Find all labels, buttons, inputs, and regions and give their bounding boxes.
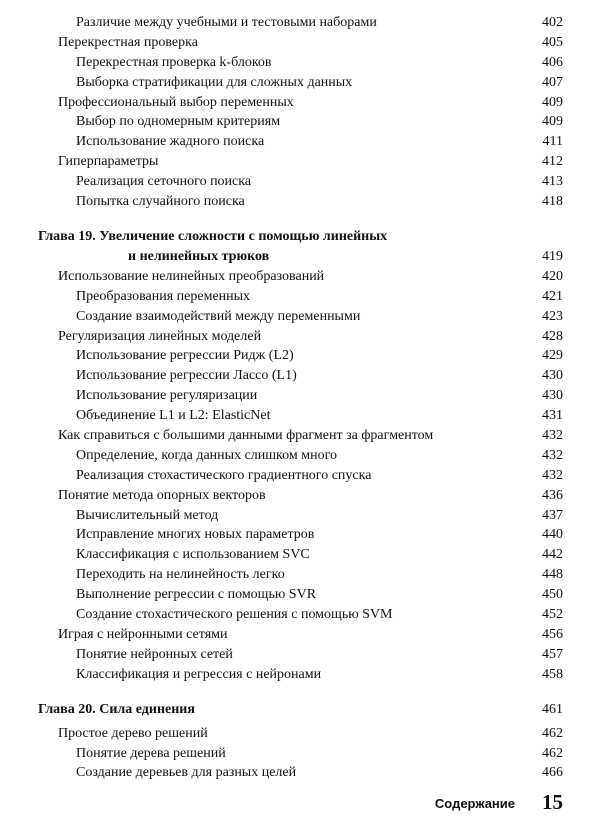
toc-entry-title: Использование жадного поиска xyxy=(76,134,265,150)
toc-entry-title: Исправление многих новых параметров xyxy=(76,527,315,543)
toc-entry-title: Понятие дерева решений xyxy=(76,745,226,761)
toc-section-entry[interactable] xyxy=(0,625,600,645)
toc-subsection-entry[interactable] xyxy=(0,446,600,466)
toc-entry-title: Использование регрессии Ридж (L2) xyxy=(76,348,294,364)
chapter-20-heading[interactable] xyxy=(0,700,600,724)
spacer xyxy=(0,212,600,227)
chapter-19-title-line1: Глава 19. Увеличение сложности с помощью линейных xyxy=(38,228,388,244)
toc-entry-title: Классификация с использованием SVC xyxy=(76,547,310,563)
toc-entry-page: 411 xyxy=(542,134,563,150)
toc-entry-page: 442 xyxy=(542,547,563,563)
toc-entry-title: Создание стохастического решения с помощью SVM xyxy=(76,607,393,623)
toc-entry-title: Использование регуляризации xyxy=(76,388,258,404)
toc-entry-title: Выборка стратификации для сложных данных xyxy=(76,74,353,90)
toc-entry-page: 431 xyxy=(542,408,563,424)
toc-entry-title: Гиперпараметры xyxy=(58,154,159,170)
toc-entry-page: 457 xyxy=(542,646,563,662)
toc-entry-title: Различие между учебными и тестовыми наборами xyxy=(76,15,377,30)
toc-entry-title: Выполнение регрессии с помощью SVR xyxy=(76,587,317,603)
toc-section-entry[interactable] xyxy=(0,486,600,506)
toc-section-entry[interactable] xyxy=(0,267,600,287)
toc-subsection-entry[interactable] xyxy=(0,307,600,327)
toc-subsection-entry[interactable] xyxy=(0,112,600,132)
toc-subsection-entry[interactable] xyxy=(0,13,600,33)
toc-entry-title: Объединение L1 и L2: ElasticNet xyxy=(76,408,271,424)
toc-entry-page: 440 xyxy=(542,527,563,543)
toc-subsection-entry[interactable] xyxy=(0,287,600,307)
toc-entry-page: 432 xyxy=(542,447,563,463)
toc-entry-title: Реализация сеточного поиска xyxy=(76,174,252,190)
page-footer xyxy=(0,790,600,820)
toc-entry-page: 432 xyxy=(542,428,563,444)
toc-subsection-entry[interactable] xyxy=(0,192,600,212)
toc-entry-page: 418 xyxy=(542,194,563,210)
toc-block-chapter18-tail xyxy=(0,13,600,212)
toc-entry-page: 437 xyxy=(542,507,563,523)
toc-subsection-entry[interactable] xyxy=(0,132,600,152)
chapter-19-title-line2: и нелинейных трюков xyxy=(128,248,270,264)
toc-entry-title: Преобразования переменных xyxy=(76,288,251,304)
toc-subsection-entry[interactable] xyxy=(0,565,600,585)
toc-entry-title: Создание деревьев для разных целей xyxy=(76,765,297,781)
toc-entry-page: 412 xyxy=(542,154,563,170)
toc-entry-title: Понятие метода опорных векторов xyxy=(58,487,266,503)
toc-entry-title: Использование нелинейных преобразований xyxy=(58,268,325,284)
toc-section-entry[interactable] xyxy=(0,33,600,53)
toc-entry-page: 420 xyxy=(542,268,563,284)
chapter-19-page: 419 xyxy=(542,248,563,264)
toc-entry-title: Профессиональный выбор переменных xyxy=(58,94,294,110)
toc-section-entry[interactable] xyxy=(0,724,600,744)
toc-entry-title: Создание взаимодействий между переменными xyxy=(76,308,361,324)
toc-entry-title: Перекрестная проверка k-блоков xyxy=(76,54,272,70)
toc-entry-page: 448 xyxy=(542,567,563,583)
toc-entry-title: Выбор по одномерным критериям xyxy=(76,114,281,130)
toc-entry-title: Простое дерево решений xyxy=(58,725,208,741)
toc-entry-title: Играя с нейронными сетями xyxy=(58,626,228,642)
toc-subsection-entry[interactable] xyxy=(0,406,600,426)
toc-entry-page: 409 xyxy=(542,94,563,110)
toc-section-entry[interactable] xyxy=(0,93,600,113)
toc-entry-page: 405 xyxy=(542,34,563,50)
toc-entry-page: 429 xyxy=(542,348,563,364)
spacer xyxy=(0,685,600,700)
toc-entry-title: Реализация стохастического градиентного спуска xyxy=(76,467,372,483)
toc-entry-title: Классификация и регрессия с нейронами xyxy=(76,666,322,682)
toc-subsection-entry[interactable] xyxy=(0,346,600,366)
toc-entry-page: 430 xyxy=(542,388,563,404)
toc-entry-title: Определение, когда данных слишком много xyxy=(76,447,337,463)
toc-entry-page: 450 xyxy=(542,587,563,603)
toc-entry-page: 413 xyxy=(542,174,563,190)
toc-entry-page: 432 xyxy=(542,467,563,483)
toc-entry-page: 430 xyxy=(542,368,563,384)
toc-entry-title: Перекрестная проверка xyxy=(58,34,198,50)
toc-block-chapter20 xyxy=(0,724,600,784)
toc-entry-page: 402 xyxy=(542,15,563,30)
toc-entry-page: 456 xyxy=(542,626,563,642)
toc-section-entry[interactable] xyxy=(0,152,600,172)
chapter-20-page: 461 xyxy=(542,701,563,717)
footer-section-title: Содержание xyxy=(434,796,515,811)
toc-entry-page: 407 xyxy=(542,74,563,90)
toc-entry-page: 466 xyxy=(542,765,563,781)
toc-subsection-entry[interactable] xyxy=(0,763,600,783)
toc-entry-title: Попытка случайного поиска xyxy=(76,194,245,210)
toc-subsection-entry[interactable] xyxy=(0,73,600,93)
toc-entry-title: Переходить на нелинейность легко xyxy=(76,567,285,583)
toc-subsection-entry[interactable] xyxy=(0,366,600,386)
toc-subsection-entry[interactable] xyxy=(0,744,600,764)
toc-entry-page: 458 xyxy=(542,666,563,682)
toc-subsection-entry[interactable] xyxy=(0,172,600,192)
toc-entry-page: 436 xyxy=(542,487,563,503)
toc-entry-title: Понятие нейронных сетей xyxy=(76,646,233,662)
toc-subsection-entry[interactable] xyxy=(0,605,600,625)
toc-entry-page: 462 xyxy=(542,725,563,741)
toc-subsection-entry[interactable] xyxy=(0,665,600,685)
toc-entry-title: Использование регрессии Лассо (L1) xyxy=(76,368,297,384)
toc-block-chapter19 xyxy=(0,267,600,685)
table-of-contents xyxy=(0,13,600,783)
toc-entry-page: 462 xyxy=(542,745,563,761)
toc-entry-title: Вычислительный метод xyxy=(76,507,219,523)
toc-section-entry[interactable] xyxy=(0,426,600,446)
toc-entry-page: 428 xyxy=(542,328,563,344)
toc-section-entry[interactable] xyxy=(0,327,600,347)
chapter-19-heading[interactable] xyxy=(0,227,600,267)
toc-subsection-entry[interactable] xyxy=(0,386,600,406)
toc-entry-page: 452 xyxy=(542,607,563,623)
toc-entry-page: 423 xyxy=(542,308,563,324)
page-number: 15 xyxy=(542,790,563,814)
toc-entry-page: 421 xyxy=(542,288,563,304)
toc-entry-page: 406 xyxy=(542,54,563,70)
toc-subsection-entry[interactable] xyxy=(0,645,600,665)
toc-entry-page: 409 xyxy=(542,114,563,130)
toc-subsection-entry[interactable] xyxy=(0,466,600,486)
toc-entry-title: Как справиться с большими данными фрагмент за фрагментом xyxy=(58,428,434,444)
chapter-20-title: Глава 20. Сила единения xyxy=(38,701,195,717)
toc-subsection-entry[interactable] xyxy=(0,525,600,545)
toc-subsection-entry[interactable] xyxy=(0,53,600,73)
toc-subsection-entry[interactable] xyxy=(0,585,600,605)
toc-subsection-entry[interactable] xyxy=(0,545,600,565)
toc-entry-title: Регуляризация линейных моделей xyxy=(58,328,262,344)
toc-subsection-entry[interactable] xyxy=(0,506,600,526)
